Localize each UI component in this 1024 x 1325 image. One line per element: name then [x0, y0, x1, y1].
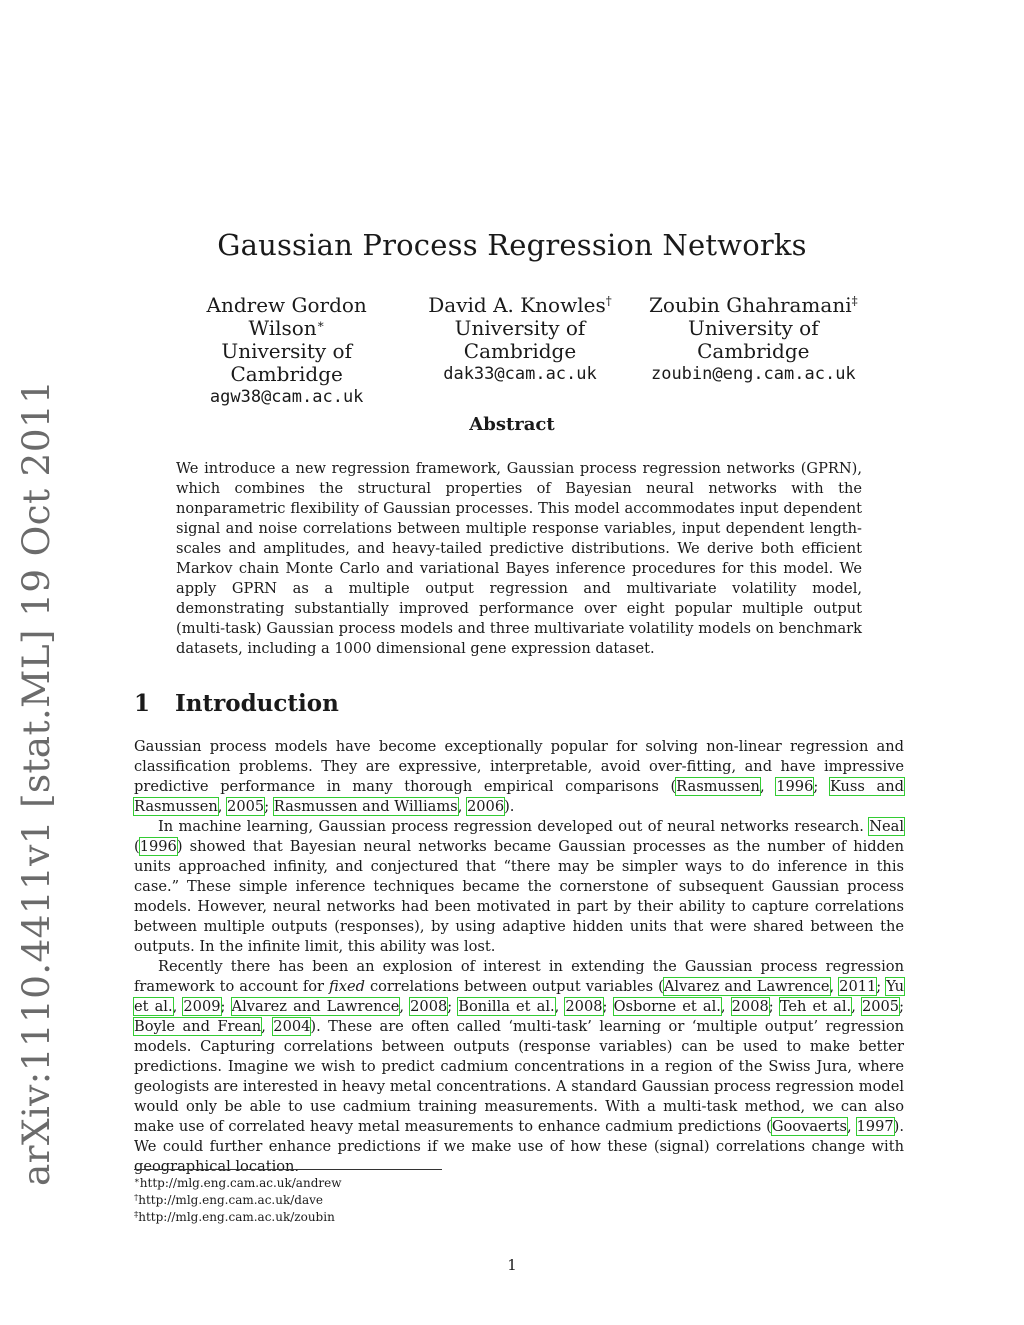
citation-link[interactable]: 2008 — [410, 998, 448, 1015]
citation-separator: , — [172, 998, 184, 1015]
citation-separator: , — [851, 998, 862, 1015]
citation-link[interactable]: Boyle and Frean — [134, 1018, 262, 1035]
citation-link[interactable]: 2008 — [731, 998, 769, 1015]
citation-separator: ; — [264, 798, 274, 815]
citation-link[interactable]: 2004 — [273, 1018, 311, 1035]
citation-link[interactable]: 1996 — [139, 838, 177, 855]
paragraph-text: In machine learning, Gaussian process regression developed out of neural networks research. — [158, 818, 870, 835]
paragraph-text: ). We could further enhance predictions if we make use of how these (signal) correlations change with geographical location. — [134, 1118, 904, 1175]
author-3 — [637, 294, 870, 409]
footnote-mark: ∗ — [134, 1176, 140, 1186]
citation-link[interactable]: Rasmussen and Williams — [273, 798, 458, 815]
citation-separator: , — [399, 998, 411, 1015]
citation-link[interactable]: Rasmussen — [676, 778, 760, 795]
paragraph-text: ). These are often called ‘multi-task’ learning or ‘multiple output’ regression models. Capturing correlations between outputs (response variables) can be used to make better predictions. Imagine we wish to predict cadmium concentrations in a region of the Swiss Jura, where geologists are interested in heavy metal concentrations. A standard Gaussian process regression model would only be able to use cadmium training measurements. With a multi-task method, we can also make use of correlated heavy metal measurements to enhance cadmium predictions ( — [134, 1018, 905, 1135]
author-affiliation: University of Cambridge — [221, 339, 352, 386]
paragraph-text: ) showed that Bayesian neural networks became Gaussian processes as the number of hidden units approached infinity, and conjectured that “there may be simpler ways to do inference in this case.” These simple inference techniques became the cornerstone of subsequent Gaussian process models. However, neural networks had been motivated in part by their ability to capture correlations between multiple outputs (responses), by using adaptive hidden units that were shared between the outputs. In the infinite limit, this ability was lost. — [134, 838, 904, 955]
paragraph-3 — [134, 957, 904, 1177]
author-email: zoubin@eng.cam.ac.uk — [650, 364, 856, 384]
author-affiliation: University of Cambridge — [688, 316, 819, 363]
citation-link[interactable]: 1996 — [776, 778, 814, 795]
citation-link[interactable]: Yu et al. — [134, 978, 904, 1015]
citation-separator: ; — [813, 778, 830, 795]
citation-separator: ; — [899, 998, 904, 1015]
citation-separator: ; — [447, 998, 459, 1015]
paragraph-1 — [134, 737, 904, 817]
abstract-body: We introduce a new regression framework, Gaussian process regression networks (GPRN), which combines the structural properties of Bayesian neural networks with the nonparametric flexibility of Gaussian processes. This model accommodates input dependent signal and noise correlations between multiple response variables, input dependent length-scales and amplitudes, and heavy-tailed predictive distributions. We derive both efficient Markov chain Monte Carlo and variational Bayes inference procedures for this model. We apply GPRN as a multiple output regression and multivariate volatility model, demonstrating substantially improved performance over eight popular multiple output (multi-task) Gaussian process models and three multivariate volatility models on benchmark datasets, including a 1000 dimensional gene expression dataset. — [176, 460, 862, 657]
footnote-mark: † — [605, 294, 612, 308]
footnote-mark: † — [134, 1193, 139, 1203]
footnote-divider — [134, 1169, 442, 1170]
footnote-3 — [134, 1209, 341, 1226]
author-1 — [170, 294, 403, 409]
author-affiliation: University of Cambridge — [454, 316, 586, 363]
paper-title: Gaussian Process Regression Networks — [217, 228, 807, 262]
paragraph-text: Gaussian process models have become exceptionally popular for solving non-linear regression and classification problems. They are expressive, interpretable, avoid over-fitting, and have impressive predictive performance in many thorough empirical comparisons ( — [134, 738, 904, 795]
citation-separator: , — [554, 998, 566, 1015]
citation-separator: , — [261, 1018, 274, 1035]
citation-link[interactable]: 1997 — [856, 1118, 894, 1135]
arxiv-identifier: arXiv:1110.4411v1 [stat.ML] 19 Oct 2011 — [14, 379, 58, 1186]
footnote-mark: ‡ — [851, 294, 858, 308]
paragraph-text: correlations between output variables ( — [364, 978, 664, 995]
citation-separator: , — [217, 798, 228, 815]
paragraph-text: Recently there has been an explosion of interest in extending the Gaussian process regression framework to account for — [134, 958, 904, 995]
footnote-2 — [134, 1192, 341, 1209]
citation-link[interactable]: 2006 — [466, 798, 505, 815]
citation-separator: , — [829, 978, 840, 995]
citation-link[interactable]: 2011 — [839, 978, 877, 995]
abstract-heading: Abstract — [469, 414, 555, 435]
citation-separator: , — [847, 1118, 857, 1135]
citation-link[interactable]: Neal — [869, 818, 904, 835]
introduction-body — [134, 737, 904, 1177]
citation-separator: ; — [876, 978, 887, 995]
citation-separator: , — [720, 998, 732, 1015]
paragraph-2 — [134, 817, 904, 957]
citation-link[interactable]: Alvarez and Lawrence — [231, 998, 400, 1015]
citation-separator: ( — [134, 838, 140, 855]
footnote-1 — [134, 1175, 341, 1192]
author-name: Andrew Gordon Wilson — [206, 293, 367, 340]
page-number: 1 — [507, 1256, 517, 1274]
author-email: agw38@cam.ac.uk — [209, 387, 364, 407]
section-number: 1 — [134, 690, 151, 717]
citation-separator: , — [759, 778, 777, 795]
citation-link[interactable]: Alvarez and Lawrence — [663, 978, 830, 995]
citation-separator: ; — [602, 998, 614, 1015]
citation-link[interactable]: Kuss and Rasmussen — [134, 778, 905, 815]
citation-link[interactable]: 2009 — [183, 998, 221, 1015]
author-name: Zoubin Ghahramani — [649, 293, 852, 317]
citation-separator: ; — [220, 998, 232, 1015]
author-block — [170, 294, 870, 409]
citation-link[interactable]: 2005 — [861, 998, 900, 1015]
citation-link[interactable]: Osborne et al. — [613, 998, 721, 1015]
footnotes — [134, 1175, 341, 1226]
citation-link[interactable]: Teh et al. — [779, 998, 852, 1015]
citation-separator: ; — [768, 998, 780, 1015]
citation-link[interactable]: 2008 — [565, 998, 603, 1015]
author-name: David A. Knowles — [428, 293, 606, 317]
section-title: Introduction — [175, 690, 339, 717]
footnote-url[interactable]: http://mlg.eng.cam.ac.uk/dave — [138, 1193, 323, 1207]
footnote-mark: ∗ — [316, 317, 325, 331]
footnote-url[interactable]: http://mlg.eng.cam.ac.uk/zoubin — [138, 1210, 335, 1224]
footnote-url[interactable]: http://mlg.eng.cam.ac.uk/andrew — [139, 1176, 342, 1190]
citation-separator: , — [457, 798, 467, 815]
emphasis-text: fixed — [328, 978, 365, 995]
citation-link[interactable]: Goovaerts — [771, 1118, 847, 1135]
footnote-mark: ‡ — [134, 1210, 139, 1220]
section-heading — [134, 690, 339, 717]
citation-link[interactable]: Bonilla et al. — [458, 998, 555, 1015]
author-email: dak33@cam.ac.uk — [443, 364, 597, 384]
citation-link[interactable]: 2005 — [227, 798, 265, 815]
paragraph-text: ). — [504, 798, 515, 815]
author-2 — [403, 294, 636, 409]
